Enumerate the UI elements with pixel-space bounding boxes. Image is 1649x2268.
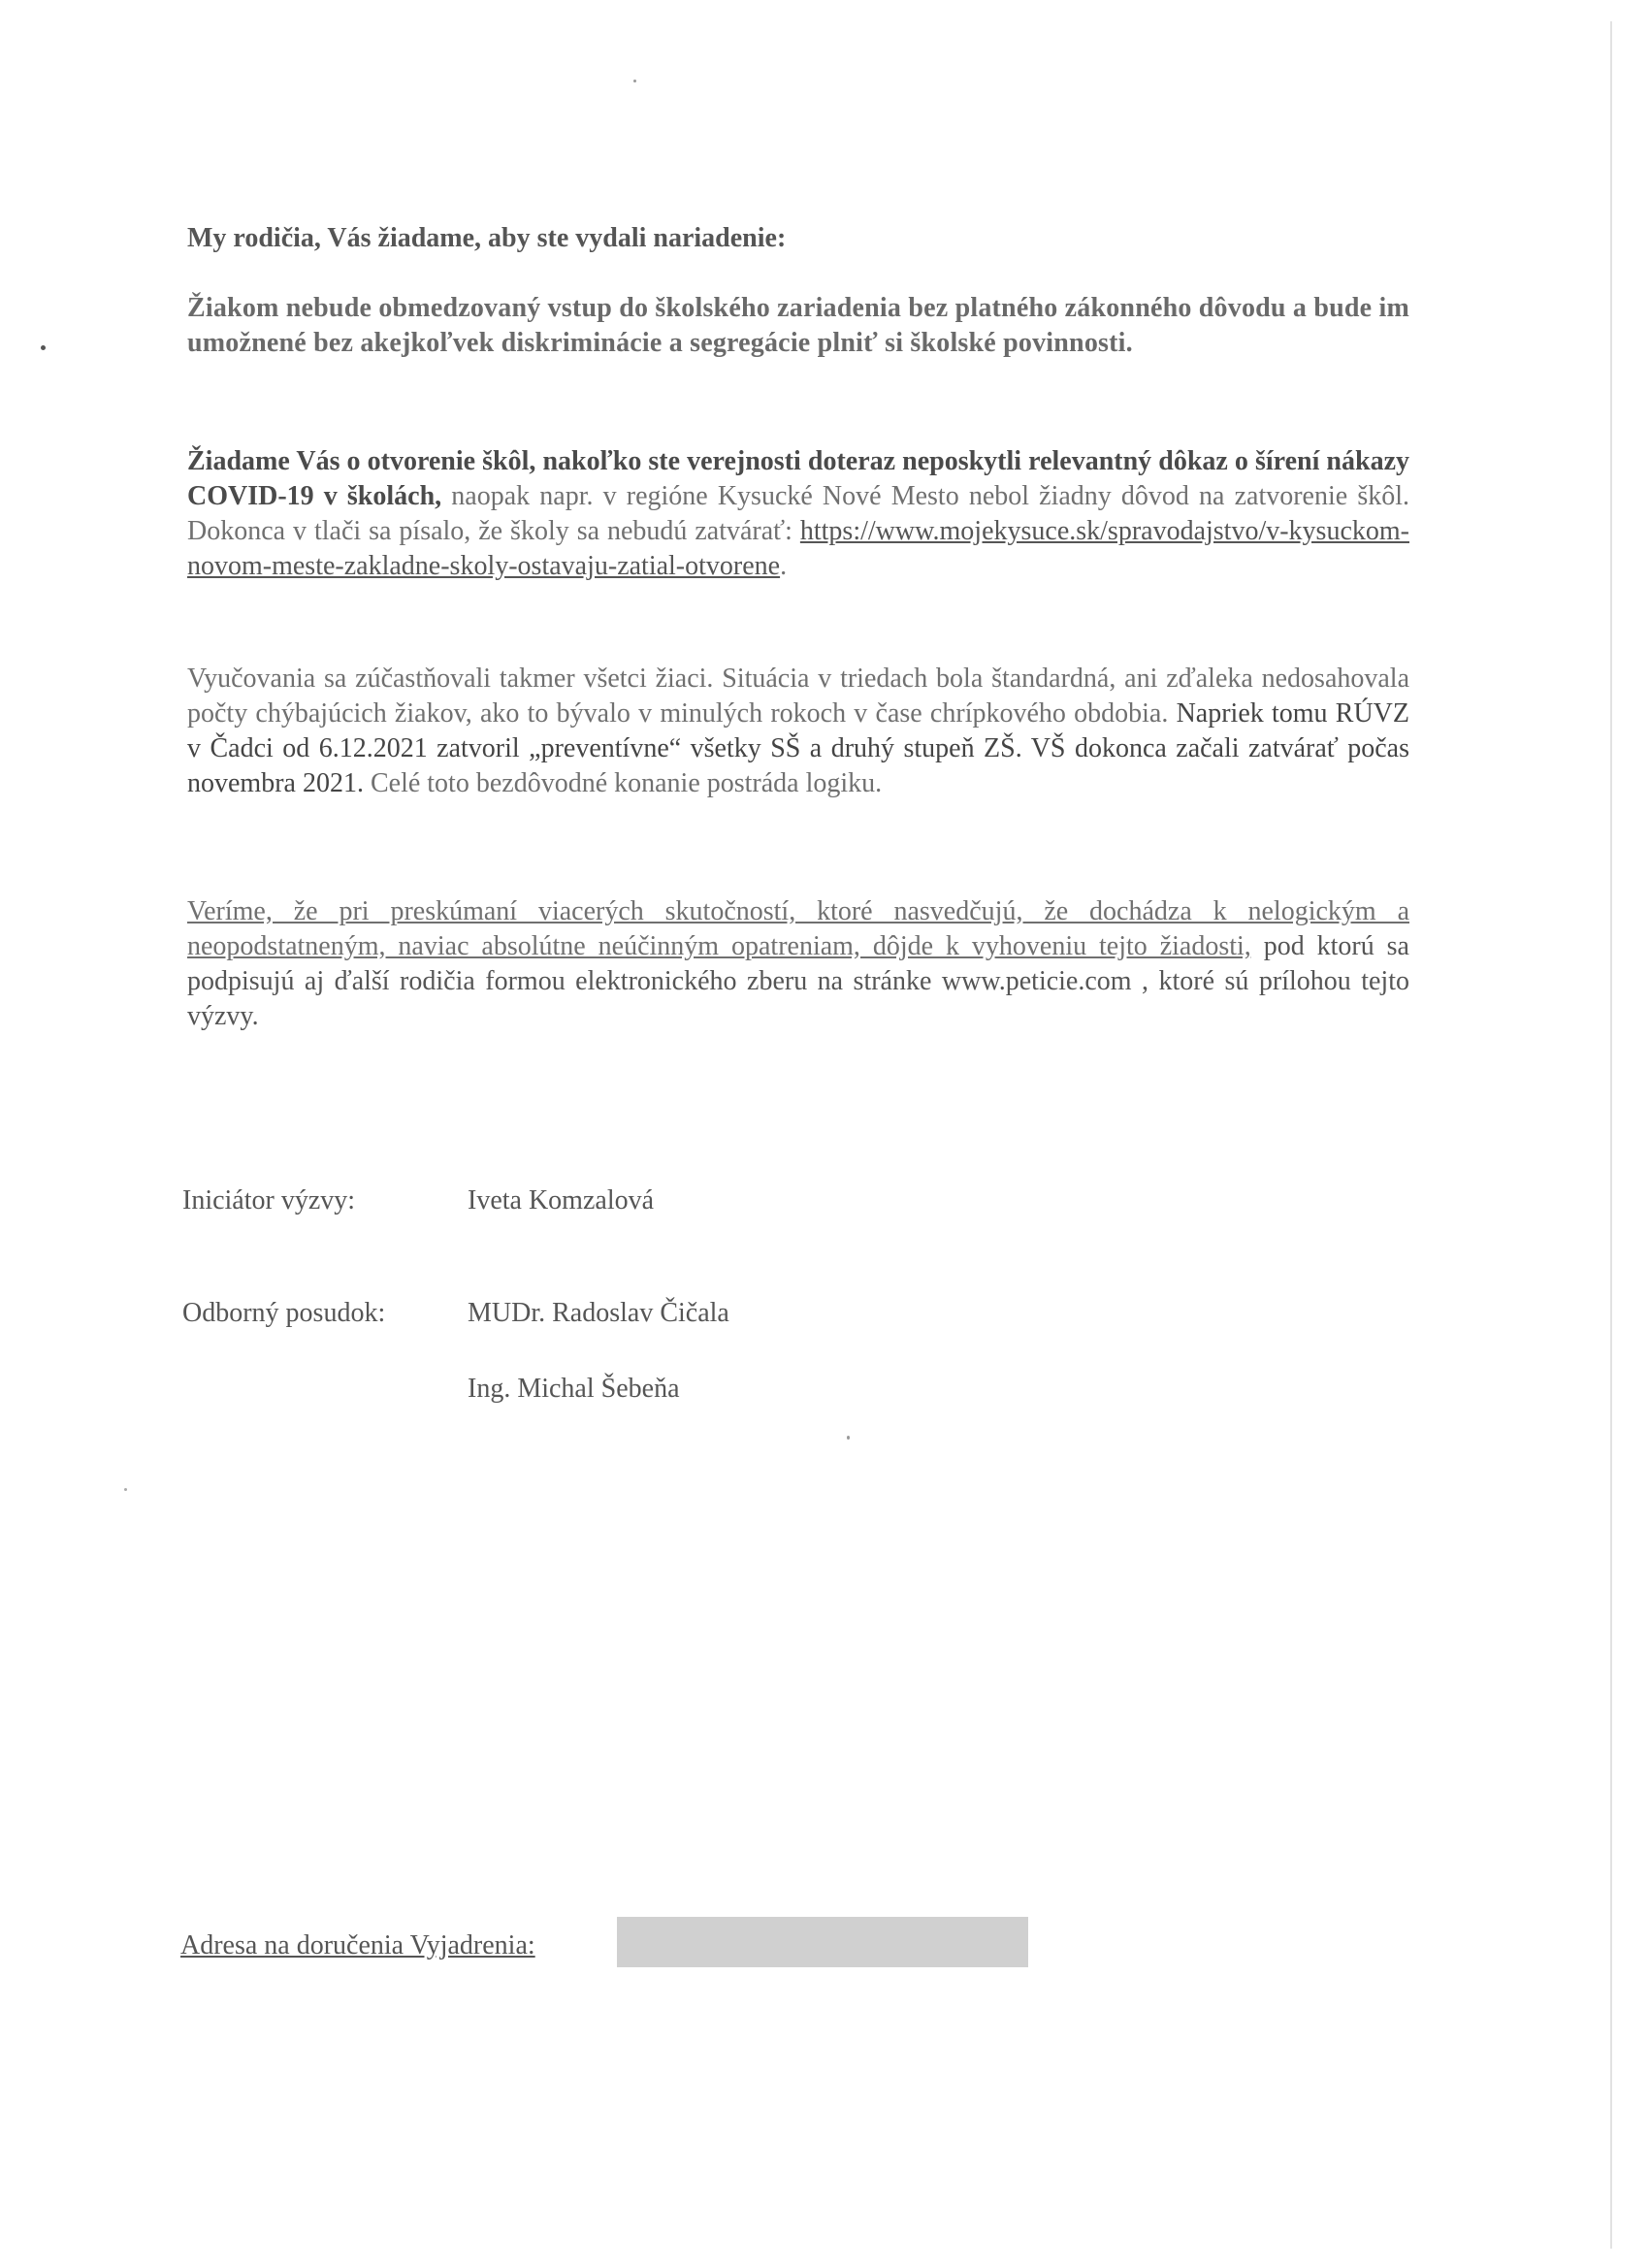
closing-paragraph-rest: pod ktorú sa podpisujú aj ďalší rodičia formou elektronického zberu na stránke www.peticie.com , ktoré sú prílohou tejto výzvy. bbox=[187, 931, 1409, 1031]
expert-name-2: Ing. Michal Šebeňa bbox=[468, 1374, 680, 1404]
lead-sentence: My rodičia, Vás žiadame, aby ste vydali nariadenie: bbox=[187, 223, 787, 253]
closing-paragraph-underlined: Veríme, že pri preskúmaní viacerých skutočností, ktoré nasvedčujú, že dochádza k nelogickým a neopodstatneným, naviac absolútne neúčinným opatreniam, dôjde k vyhoveniu tejto žiadosti, bbox=[187, 896, 1409, 961]
delivery-address-label: Adresa na doručenia Vyjadrenia: bbox=[180, 1930, 535, 1960]
schools-paragraph-text: naopak napr. v regióne Kysucké Nové Mesto nebol žiadny dôvod na zatvorenie škôl. Dokonca v tlači sa písalo, že školy sa nebudú zatvárať: bbox=[187, 481, 1409, 546]
scan-edge-line bbox=[1610, 21, 1612, 2249]
closing-paragraph bbox=[187, 894, 1409, 1034]
situation-paragraph-part3: Celé toto bezdôvodné konanie postráda logiku. bbox=[363, 768, 883, 798]
demand-paragraph: Žiakom nebude obmedzovaný vstup do školského zariadenia bez platného zákonného dôvodu a bude im umožnené bez akejkoľvek diskriminácie a segregácie plniť si školské povinnosti. bbox=[187, 293, 1409, 358]
scan-speck bbox=[633, 80, 636, 82]
situation-paragraph-part1: Vyučovania sa zúčastňovali takmer všetci žiaci. Situácia v triedach bola štandardná, ani zďaleka nedosahovala počty chýbajúcich žiakov, ako to bývalo v minulých rokoch v čase chrípkového obdobia. bbox=[187, 664, 1409, 729]
news-article-link[interactable]: https://www.mojekysuce.sk/spravodajstvo/v-kysuckom-novom-meste-zakladne-skoly-ostavaju-zatial-otvorene bbox=[187, 516, 1409, 581]
situation-paragraph bbox=[187, 662, 1409, 801]
scan-speck bbox=[41, 345, 46, 350]
redacted-address-block bbox=[617, 1917, 1028, 1967]
initiator-name: Iveta Komzalová bbox=[468, 1185, 655, 1215]
scan-speck bbox=[847, 1436, 850, 1440]
situation-paragraph-part2: Napriek tomu RÚVZ v Čadci od 6.12.2021 zatvoril „preventívne“ všetky SŠ a druhý stupeň ZŠ. VŠ dokonca začali zatvárať počas novembra 2021. bbox=[187, 698, 1409, 798]
expert-label: Odborný posudok: bbox=[182, 1298, 386, 1328]
scan-speck bbox=[124, 1488, 127, 1491]
schools-paragraph-end: . bbox=[780, 551, 788, 581]
initiator-label: Iniciátor výzvy: bbox=[182, 1185, 356, 1215]
schools-paragraph bbox=[187, 444, 1409, 584]
schools-paragraph-bold: Žiadame Vás o otvorenie škôl, nakoľko ste verejnosti doteraz neposkytli relevantný dôkaz o šírení nákazy COVID-19 v školách, bbox=[187, 446, 1409, 511]
expert-name-1: MUDr. Radoslav Čičala bbox=[468, 1298, 729, 1328]
